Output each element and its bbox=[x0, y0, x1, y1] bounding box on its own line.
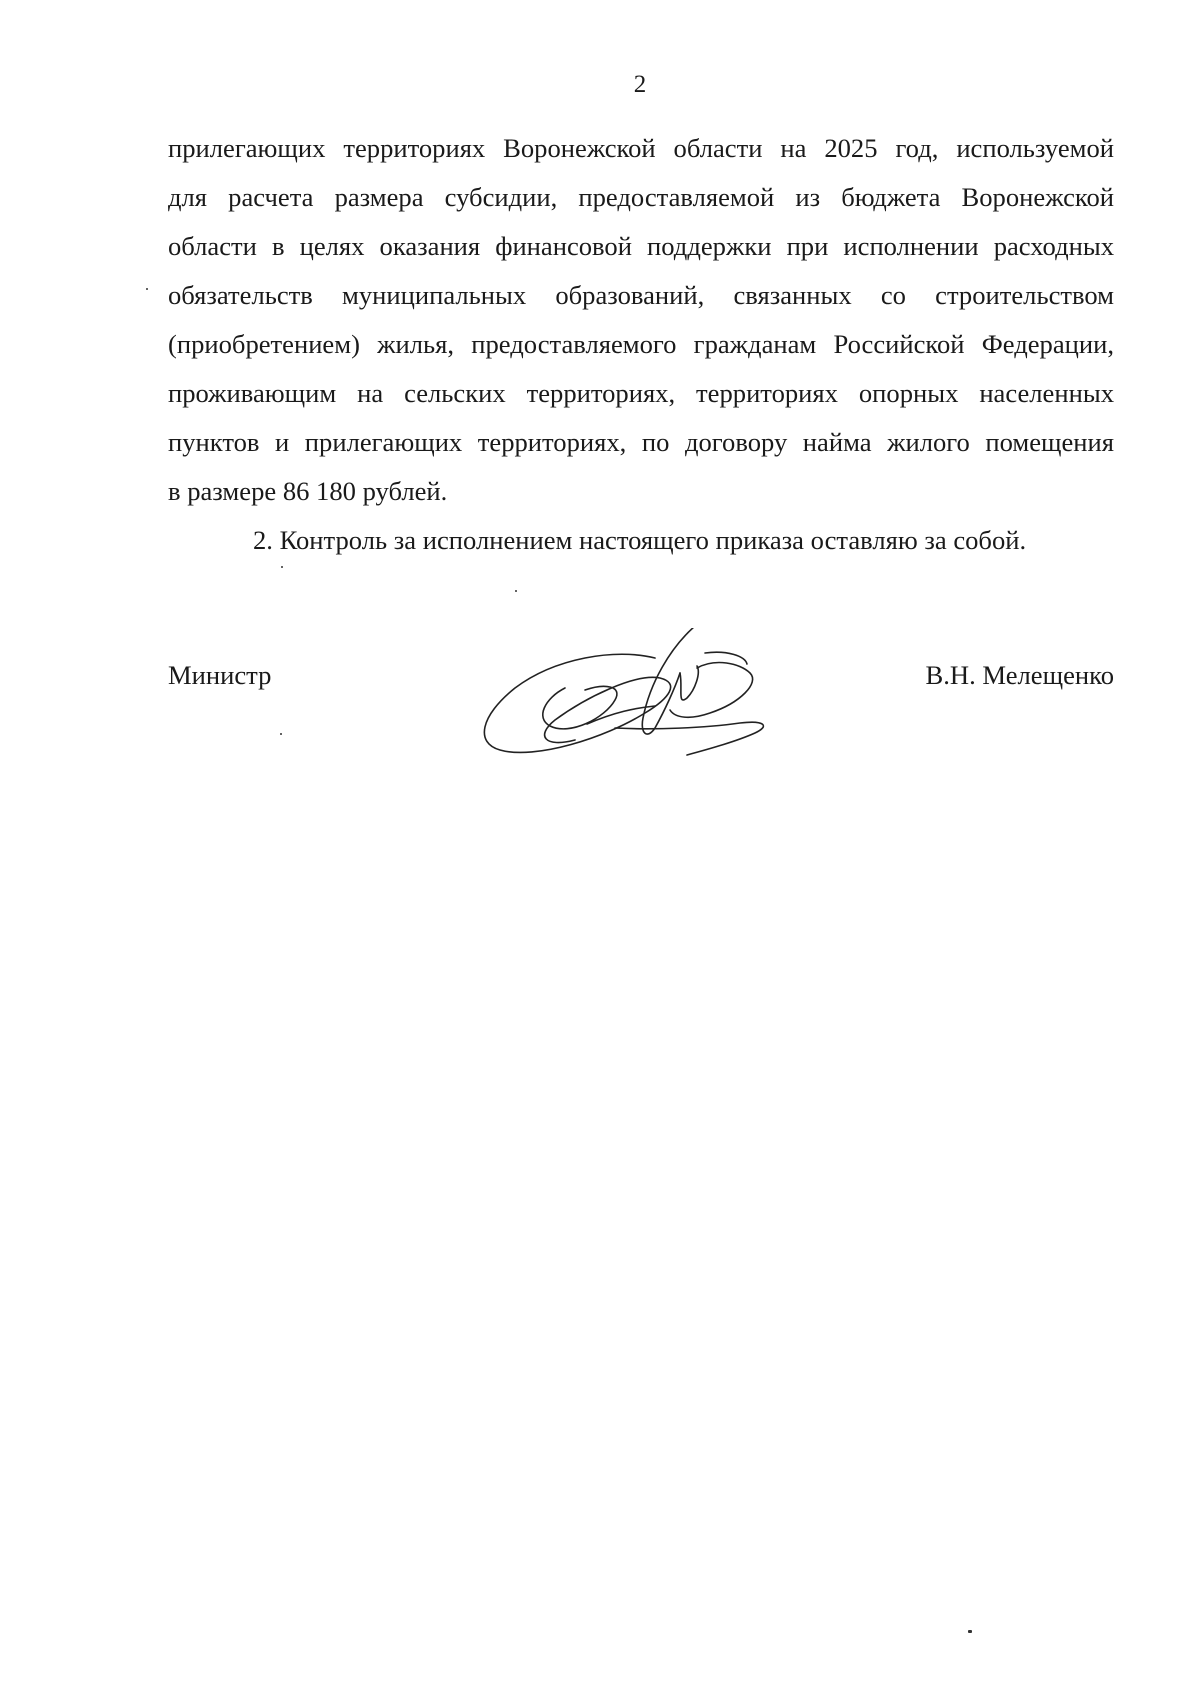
scan-speck bbox=[515, 590, 517, 592]
signatory-position: Министр bbox=[168, 660, 272, 690]
handwritten-signature bbox=[465, 628, 795, 778]
paragraph-1-line: (приобретением) жилья, предоставляемого гражданам Российской Федерации, bbox=[168, 329, 1114, 359]
paragraph-2: 2. Контроль за исполнением настоящего приказа оставляю за собой. bbox=[253, 525, 1027, 555]
document-body bbox=[168, 124, 1114, 565]
paragraph-1-line: для расчета размера субсидии, предоставляемой из бюджета Воронежской bbox=[168, 182, 1114, 212]
scan-speck bbox=[281, 566, 283, 568]
scan-speck bbox=[146, 288, 148, 290]
paragraph-1-line: проживающим на сельских территориях, территориях опорных населенных bbox=[168, 378, 1114, 408]
paragraph-1-line: пунктов и прилегающих территориях, по договору найма жилого помещения bbox=[168, 427, 1114, 457]
paragraph-1-line: обязательств муниципальных образований, связанных со строительством bbox=[168, 280, 1114, 310]
paragraph-1-line: области в целях оказания финансовой поддержки при исполнении расходных bbox=[168, 231, 1114, 261]
paragraph-1-line: прилегающих территориях Воронежской области на 2025 год, используемой bbox=[168, 133, 1114, 163]
scan-speck bbox=[280, 733, 282, 735]
scan-speck bbox=[968, 1630, 972, 1633]
paragraph-1-line: в размере 86 180 рублей. bbox=[168, 476, 448, 506]
page-number: 2 bbox=[633, 71, 647, 98]
signatory-name: В.Н. Мелещенко bbox=[925, 660, 1114, 690]
